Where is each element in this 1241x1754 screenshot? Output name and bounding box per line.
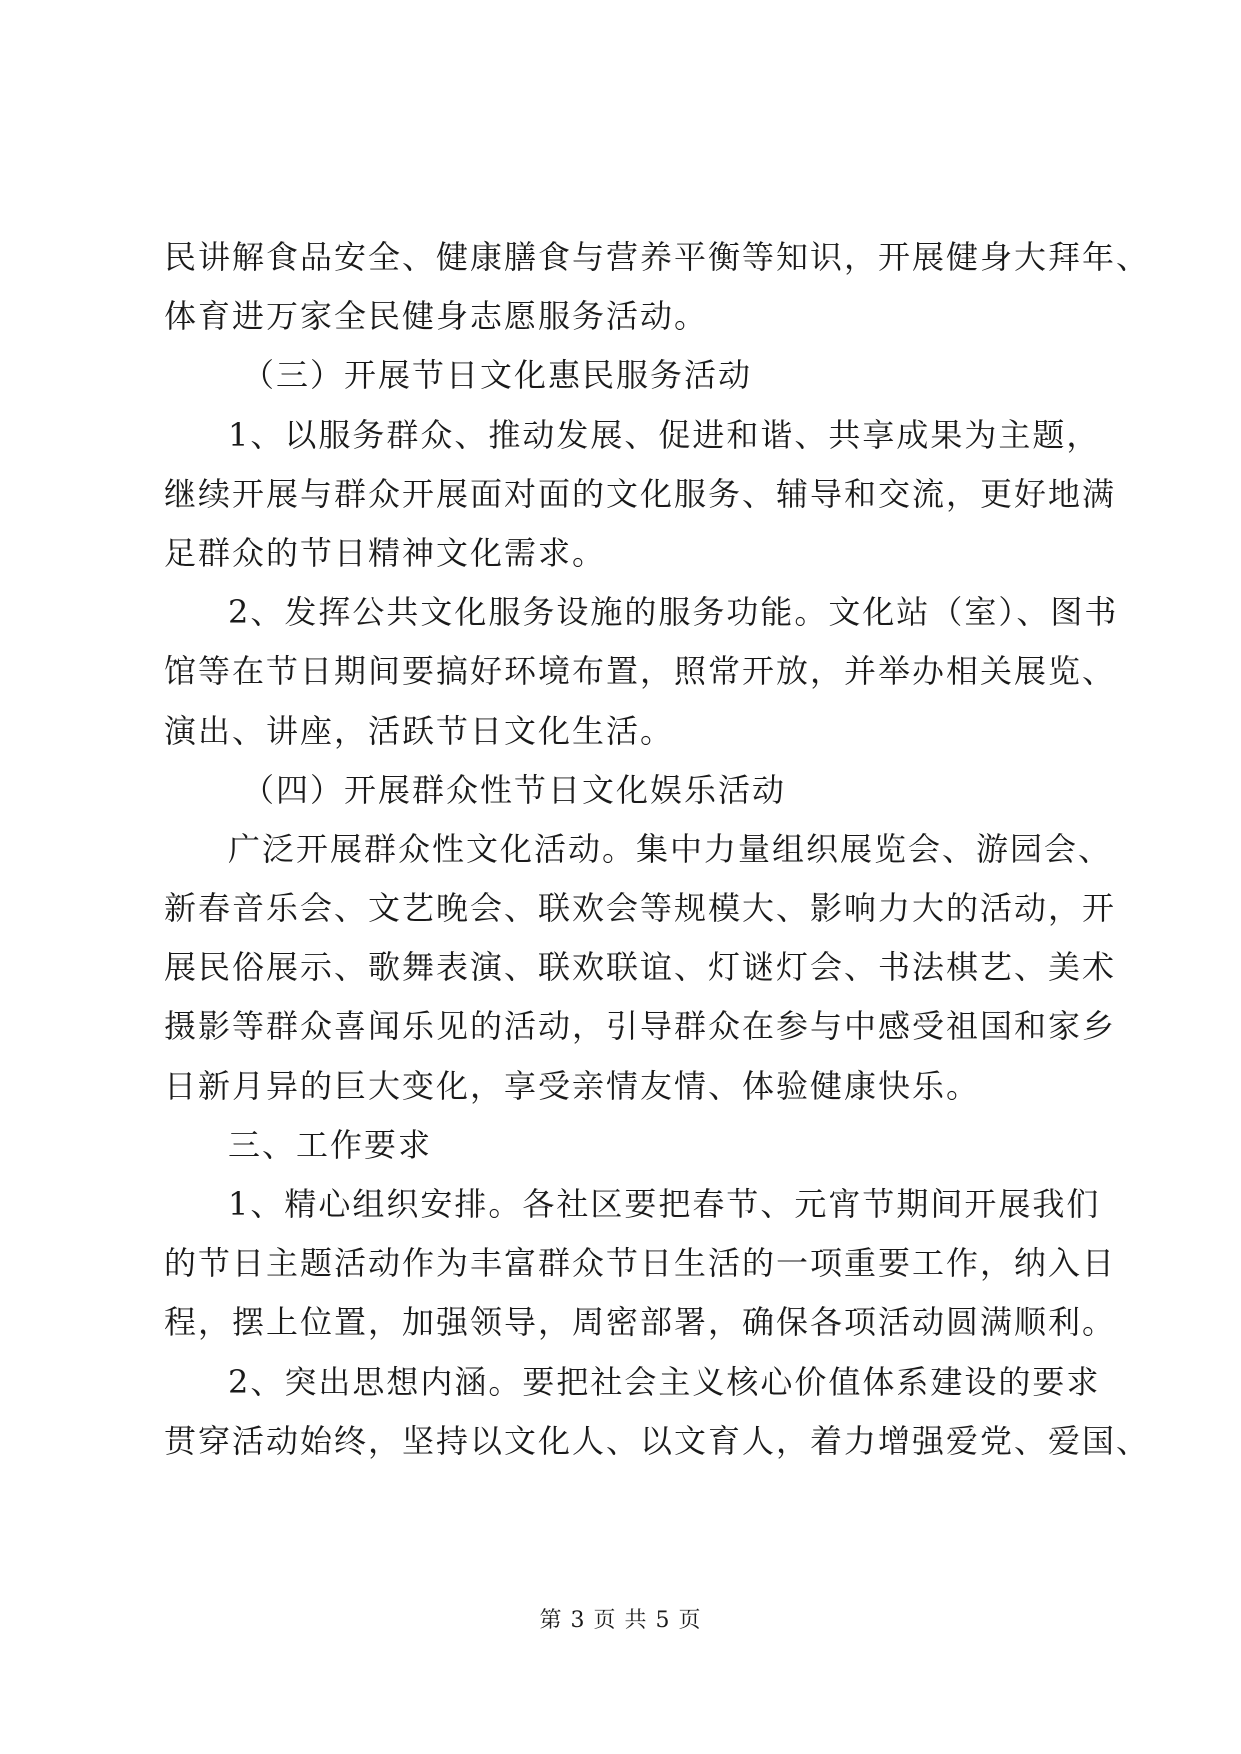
body-line: 足群众的节日精神文化需求。 (164, 533, 607, 572)
body-line: 日新月异的巨大变化，享受亲情友情、体验健康快乐。 (164, 1066, 981, 1105)
body-line: 民讲解食品安全、健康膳食与营养平衡等知识，开展健身大拜年、 (164, 238, 1151, 276)
body-line: 馆等在节日期间要搞好环境布置，照常开放，并举办相关展览、 (164, 652, 1117, 691)
paragraph-start: 2、突出思想内涵。要把社会主义核心价值体系建设的要求 (228, 1362, 1101, 1401)
body-line: 的节日主题活动作为丰富群众节日生活的一项重要工作，纳入日 (164, 1244, 1117, 1283)
section-heading: （三）开展节日文化惠民服务活动 (242, 356, 753, 395)
section-heading: 三、工作要求 (228, 1125, 433, 1164)
body-line: 程，摆上位置，加强领导，周密部署，确保各项活动圆满顺利。 (164, 1303, 1117, 1342)
page-footer (0, 1603, 1241, 1634)
body-line: 体育进万家全民健身志愿服务活动。 (164, 297, 709, 336)
page-number-label: 第 3 页 共 5 页 (539, 1608, 702, 1633)
body-line: 继续开展与群众开展面对面的文化服务、辅导和交流，更好地满 (164, 474, 1117, 513)
paragraph-start: 广泛开展群众性文化活动。集中力量组织展览会、游园会、 (228, 829, 1113, 868)
body-line: 展民俗展示、歌舞表演、联欢联谊、灯谜灯会、书法棋艺、美术 (164, 948, 1117, 987)
paragraph-start: 1、精心组织安排。各社区要把春节、元宵节期间开展我们 (228, 1185, 1101, 1223)
body-line: 贯穿活动始终，坚持以文化人、以文育人，着力增强爱党、爱国、 (164, 1421, 1151, 1460)
paragraph-start: 1、以服务群众、推动发展、促进和谐、共享成果为主题， (228, 415, 1101, 454)
body-line: 演出、讲座，活跃节日文化生活。 (164, 711, 675, 750)
paragraph-start: 2、发挥公共文化服务设施的服务功能。文化站（室）、图书 (228, 593, 1119, 632)
body-line: 摄影等群众喜闻乐见的活动，引导群众在参与中感受祖国和家乡 (164, 1007, 1117, 1046)
section-heading: （四）开展群众性节日文化娱乐活动 (242, 770, 787, 809)
document-body (164, 228, 1151, 1471)
body-line: 新春音乐会、文艺晚会、联欢会等规模大、影响力大的活动，开 (164, 889, 1117, 928)
